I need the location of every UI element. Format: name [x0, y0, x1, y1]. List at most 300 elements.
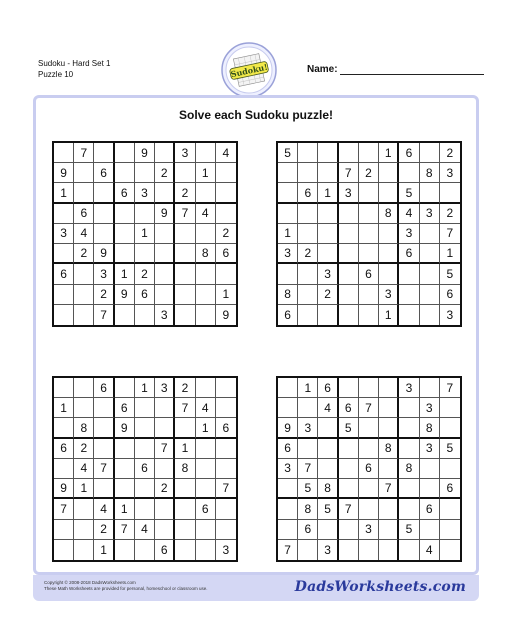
sudoku-cell[interactable] — [175, 540, 195, 560]
sudoku-cell[interactable] — [54, 520, 74, 540]
sudoku-cell: 7 — [440, 224, 460, 244]
brand-logo: DadsWorksheets.com — [294, 579, 466, 595]
sudoku-cell[interactable] — [420, 305, 440, 325]
sudoku-cell[interactable] — [135, 398, 155, 418]
sudoku-cell: 9 — [54, 163, 74, 183]
sudoku-cell[interactable] — [440, 540, 460, 560]
sudoku-cell[interactable] — [298, 204, 318, 224]
sudoku-cell: 6 — [216, 244, 236, 264]
sudoku-cell[interactable] — [399, 163, 419, 183]
sudoku-cell: 8 — [318, 479, 338, 499]
sudoku-cell[interactable] — [175, 479, 195, 499]
sudoku-cell[interactable] — [298, 163, 318, 183]
sudoku-cell: 3 — [155, 305, 175, 325]
sudoku-cell[interactable] — [135, 244, 155, 264]
sudoku-cell[interactable] — [359, 378, 379, 398]
sudoku-cell: 7 — [339, 499, 359, 519]
sudoku-cell[interactable] — [339, 285, 359, 305]
sudoku-cell[interactable] — [278, 520, 298, 540]
sudoku-cell: 6 — [54, 264, 74, 284]
sudoku-cell[interactable] — [399, 540, 419, 560]
sudoku-cell[interactable] — [339, 244, 359, 264]
sudoku-cell: 1 — [318, 183, 338, 203]
sudoku-cell[interactable] — [359, 285, 379, 305]
sudoku-cell[interactable] — [339, 479, 359, 499]
sudoku-cell[interactable] — [54, 285, 74, 305]
sudoku-cell[interactable] — [74, 183, 94, 203]
sudoku-cell[interactable] — [278, 499, 298, 519]
puzzle-label: Puzzle 10 — [38, 70, 74, 79]
sudoku-cell[interactable] — [399, 264, 419, 284]
sudoku-cell[interactable] — [54, 204, 74, 224]
sudoku-cell[interactable] — [54, 459, 74, 479]
sudoku-cell: 2 — [155, 163, 175, 183]
sudoku-cell[interactable] — [278, 479, 298, 499]
sudoku-cell: 3 — [399, 378, 419, 398]
sudoku-cell[interactable] — [339, 264, 359, 284]
sudoku-cell: 4 — [420, 540, 440, 560]
sudoku-cell: 2 — [175, 183, 195, 203]
sudoku-cell[interactable] — [54, 143, 74, 163]
sudoku-cell[interactable] — [155, 285, 175, 305]
sudoku-cell[interactable] — [399, 285, 419, 305]
sudoku-cell[interactable] — [54, 244, 74, 264]
sudoku-cell: 6 — [94, 163, 114, 183]
sudoku-cell[interactable] — [175, 244, 195, 264]
sudoku-cell[interactable] — [420, 459, 440, 479]
sudoku-grid-3 — [52, 376, 238, 562]
sudoku-cell[interactable] — [175, 305, 195, 325]
svg-text:Sudoku!: Sudoku! — [229, 61, 269, 80]
sudoku-cell: 6 — [115, 398, 135, 418]
sudoku-cell: 3 — [379, 285, 399, 305]
sudoku-cell[interactable] — [74, 378, 94, 398]
sudoku-cell[interactable] — [175, 163, 195, 183]
sudoku-cell[interactable] — [74, 305, 94, 325]
sudoku-cell: 9 — [94, 244, 114, 264]
sudoku-cell: 2 — [440, 143, 460, 163]
sudoku-cell: 6 — [54, 439, 74, 459]
sudoku-cell[interactable] — [359, 499, 379, 519]
sudoku-cell: 7 — [298, 459, 318, 479]
sudoku-cell[interactable] — [278, 264, 298, 284]
name-line[interactable] — [340, 64, 484, 75]
sudoku-cell: 3 — [222, 542, 230, 557]
sudoku-cell: 4 — [196, 204, 216, 224]
sudoku-cell: 6 — [339, 398, 359, 418]
sudoku-cell[interactable] — [318, 459, 338, 479]
sudoku-cell[interactable] — [155, 459, 175, 479]
sudoku-cell[interactable] — [339, 439, 359, 459]
sudoku-cell[interactable] — [399, 479, 419, 499]
sudoku-cell[interactable] — [155, 244, 175, 264]
sudoku-cell[interactable] — [298, 285, 318, 305]
sudoku-cell[interactable] — [175, 499, 195, 519]
sudoku-cell[interactable] — [155, 418, 175, 438]
sudoku-cell: 6 — [399, 143, 419, 163]
sudoku-cell[interactable] — [94, 439, 114, 459]
sudoku-cell: 1 — [216, 285, 236, 305]
sudoku-cell: 4 — [318, 398, 338, 418]
sudoku-cell[interactable] — [359, 204, 379, 224]
sudoku-cell[interactable] — [216, 459, 236, 479]
sudoku-cell[interactable] — [115, 204, 135, 224]
sudoku-cell[interactable] — [135, 163, 155, 183]
sudoku-cell: 3 — [54, 224, 74, 244]
sudoku-cell[interactable] — [115, 305, 135, 325]
sudoku-cell: 7 — [115, 520, 135, 540]
sudoku-cell[interactable] — [216, 204, 236, 224]
sudoku-cell[interactable] — [135, 540, 155, 560]
sudoku-grid-4 — [276, 376, 462, 562]
sudoku-cell[interactable] — [440, 183, 460, 203]
sudoku-cell: 1 — [196, 163, 216, 183]
sudoku-cell[interactable] — [216, 378, 236, 398]
sudoku-cell: 4 — [399, 204, 419, 224]
sudoku-cell: 5 — [399, 183, 419, 203]
sudoku-cell: 7 — [155, 439, 175, 459]
sudoku-cell[interactable] — [196, 378, 216, 398]
sudoku-cell[interactable] — [115, 479, 135, 499]
sudoku-cell: 8 — [379, 204, 399, 224]
sudoku-cell[interactable] — [196, 520, 216, 540]
sudoku-cell: 7 — [359, 398, 379, 418]
sudoku-cell: 6 — [94, 378, 114, 398]
sudoku-cell[interactable] — [196, 285, 216, 305]
sudoku-cell: 7 — [440, 378, 460, 398]
sudoku-cell[interactable] — [175, 285, 195, 305]
sudoku-cell[interactable] — [318, 204, 338, 224]
sudoku-cell[interactable] — [440, 520, 460, 540]
sudoku-cell[interactable] — [420, 183, 440, 203]
sudoku-cell: 6 — [318, 378, 338, 398]
sudoku-cell[interactable] — [359, 479, 379, 499]
sudoku-cell[interactable] — [155, 264, 175, 284]
sudoku-cell[interactable] — [74, 398, 94, 418]
sudoku-cell: 3 — [278, 459, 298, 479]
sudoku-cell[interactable] — [155, 224, 175, 244]
sudoku-cell: 6 — [278, 305, 298, 325]
sudoku-cell[interactable] — [196, 540, 216, 560]
sudoku-cell: 3 — [420, 398, 440, 418]
sudoku-cell[interactable] — [135, 204, 155, 224]
sudoku-cell[interactable] — [74, 285, 94, 305]
sudoku-cell[interactable] — [135, 418, 155, 438]
sudoku-cell[interactable] — [115, 143, 135, 163]
sudoku-cell: 7 — [339, 163, 359, 183]
sudoku-cell[interactable] — [54, 305, 74, 325]
sudoku-cell[interactable] — [175, 520, 195, 540]
sudoku-cell[interactable] — [359, 244, 379, 264]
sudoku-cell: 7 — [94, 459, 114, 479]
sudoku-cell: 1 — [74, 479, 94, 499]
sudoku-cell[interactable] — [420, 143, 440, 163]
sudoku-cell[interactable] — [94, 143, 114, 163]
sudoku-cell[interactable] — [399, 398, 419, 418]
sudoku-cell: 9 — [155, 204, 175, 224]
sudoku-cell[interactable] — [318, 305, 338, 325]
sudoku-cell[interactable] — [339, 204, 359, 224]
sudoku-cell: 1 — [135, 378, 155, 398]
sudoku-cell[interactable] — [175, 264, 195, 284]
sudoku-cell[interactable] — [339, 459, 359, 479]
sudoku-cell[interactable] — [359, 224, 379, 244]
sudoku-cell[interactable] — [298, 305, 318, 325]
sudoku-cell: 2 — [359, 163, 379, 183]
sudoku-cell: 7 — [278, 540, 298, 560]
sudoku-cell[interactable] — [379, 499, 399, 519]
sudoku-cell[interactable] — [94, 224, 114, 244]
sudoku-cell: 4 — [74, 459, 94, 479]
sudoku-cell: 7 — [175, 204, 195, 224]
sudoku-cell[interactable] — [298, 224, 318, 244]
sudoku-cell[interactable] — [278, 183, 298, 203]
sudoku-cell[interactable] — [298, 540, 318, 560]
sudoku-cell[interactable] — [339, 143, 359, 163]
sudoku-cell[interactable] — [359, 439, 379, 459]
sudoku-cell: 1 — [379, 143, 399, 163]
sudoku-cell: 8 — [298, 499, 318, 519]
set-title: Sudoku - Hard Set 1 — [38, 59, 111, 68]
sudoku-cell[interactable] — [216, 183, 236, 203]
sudoku-cell[interactable] — [359, 305, 379, 325]
sudoku-cell[interactable] — [216, 520, 236, 540]
sudoku-cell: 8 — [420, 418, 440, 438]
sudoku-cell: 5 — [318, 499, 338, 519]
sudoku-cell[interactable] — [74, 163, 94, 183]
sudoku-cell[interactable] — [216, 398, 236, 418]
sudoku-cell[interactable] — [440, 418, 460, 438]
sudoku-cell: 2 — [298, 244, 318, 264]
sudoku-cell[interactable] — [359, 418, 379, 438]
sudoku-cell[interactable] — [440, 499, 460, 519]
sudoku-cell: 7 — [379, 479, 399, 499]
sudoku-cell[interactable] — [94, 183, 114, 203]
sudoku-cell[interactable] — [339, 305, 359, 325]
sudoku-cell: 5 — [440, 439, 460, 459]
sudoku-cell: 8 — [379, 439, 399, 459]
instructions: Solve each Sudoku puzzle! — [178, 108, 334, 122]
name-field[interactable] — [307, 64, 484, 75]
sudoku-cell: 8 — [420, 163, 440, 183]
sudoku-cell[interactable] — [155, 499, 175, 519]
sudoku-cell[interactable] — [399, 439, 419, 459]
sudoku-cell: 3 — [446, 307, 454, 322]
sudoku-cell: 2 — [74, 244, 94, 264]
sudoku-cell: 2 — [94, 285, 114, 305]
sudoku-cell: 3 — [135, 183, 155, 203]
sudoku-cell: 6 — [420, 499, 440, 519]
sudoku-cell: 1 — [54, 183, 74, 203]
sudoku-cell[interactable] — [54, 418, 74, 438]
sudoku-cell[interactable] — [379, 264, 399, 284]
sudoku-cell: 2 — [440, 204, 460, 224]
sudoku-cell[interactable] — [175, 418, 195, 438]
sudoku-cell[interactable] — [115, 378, 135, 398]
sudoku-cell: 5 — [339, 418, 359, 438]
sudoku-cell[interactable] — [278, 204, 298, 224]
sudoku-cell: 3 — [420, 204, 440, 224]
sudoku-cell[interactable] — [420, 479, 440, 499]
sudoku-cell: 1 — [298, 378, 318, 398]
sudoku-cell[interactable] — [298, 143, 318, 163]
sudoku-cell: 7 — [216, 479, 236, 499]
sudoku-cell: 6 — [74, 204, 94, 224]
sudoku-cell[interactable] — [339, 224, 359, 244]
sudoku-cell[interactable] — [196, 479, 216, 499]
sudoku-cell: 6 — [298, 183, 318, 203]
sudoku-cell: 6 — [399, 244, 419, 264]
sudoku-cell[interactable] — [196, 305, 216, 325]
sudoku-cell[interactable] — [399, 418, 419, 438]
sudoku-cell[interactable] — [339, 378, 359, 398]
sudoku-cell[interactable] — [298, 264, 318, 284]
sudoku-cell: 3 — [318, 264, 338, 284]
sudoku-cell[interactable] — [318, 163, 338, 183]
sudoku-cell: 1 — [379, 305, 399, 325]
sudoku-cell: 4 — [135, 520, 155, 540]
sudoku-cell[interactable] — [155, 520, 175, 540]
sudoku-cell[interactable] — [196, 224, 216, 244]
sudoku-cell[interactable] — [399, 305, 419, 325]
sudoku-cell[interactable] — [420, 520, 440, 540]
sudoku-cell: 1 — [175, 439, 195, 459]
sudoku-cell[interactable] — [420, 244, 440, 264]
sudoku-cell[interactable] — [216, 264, 236, 284]
sudoku-cell[interactable] — [420, 264, 440, 284]
sudoku-logo — [221, 42, 277, 98]
sudoku-cell: 6 — [440, 479, 460, 499]
sudoku-cell[interactable] — [379, 520, 399, 540]
sudoku-cell[interactable] — [94, 398, 114, 418]
sudoku-cell[interactable] — [115, 540, 135, 560]
sudoku-cell[interactable] — [115, 439, 135, 459]
sudoku-cell[interactable] — [339, 520, 359, 540]
sudoku-cell[interactable] — [74, 520, 94, 540]
sudoku-cell: 7 — [74, 143, 94, 163]
sudoku-cell: 6 — [298, 520, 318, 540]
sudoku-cell[interactable] — [318, 520, 338, 540]
sudoku-cell[interactable] — [420, 378, 440, 398]
sudoku-cell: 3 — [298, 418, 318, 438]
sudoku-cell[interactable] — [318, 418, 338, 438]
sudoku-cell: 6 — [359, 459, 379, 479]
sudoku-cell[interactable] — [379, 378, 399, 398]
sudoku-cell: 4 — [196, 398, 216, 418]
sudoku-cell[interactable] — [339, 540, 359, 560]
sudoku-cell[interactable] — [440, 398, 460, 418]
sudoku-cell[interactable] — [379, 224, 399, 244]
sudoku-cell[interactable] — [359, 183, 379, 203]
sudoku-cell[interactable] — [298, 398, 318, 418]
sudoku-cell[interactable] — [54, 378, 74, 398]
sudoku-cell[interactable] — [216, 439, 236, 459]
sudoku-cell[interactable] — [94, 479, 114, 499]
sudoku-cell[interactable] — [175, 224, 195, 244]
sudoku-cell: 6 — [115, 183, 135, 203]
sudoku-cell[interactable] — [379, 163, 399, 183]
sudoku-cell: 1 — [115, 499, 135, 519]
sudoku-cell: 9 — [222, 307, 230, 322]
sudoku-cell: 6 — [135, 459, 155, 479]
sudoku-cell[interactable] — [74, 264, 94, 284]
sudoku-cell: 8 — [74, 418, 94, 438]
sudoku-cell[interactable] — [155, 143, 175, 163]
sudoku-cell[interactable] — [278, 378, 298, 398]
sudoku-cell[interactable] — [379, 459, 399, 479]
sudoku-cell[interactable] — [379, 183, 399, 203]
sudoku-cell[interactable] — [74, 499, 94, 519]
sudoku-cell[interactable] — [54, 540, 74, 560]
sudoku-cell[interactable] — [135, 479, 155, 499]
sudoku-cell[interactable] — [420, 285, 440, 305]
sudoku-cell[interactable] — [115, 224, 135, 244]
sudoku-cell[interactable] — [94, 418, 114, 438]
sudoku-cell[interactable] — [196, 439, 216, 459]
sudoku-cell[interactable] — [216, 163, 236, 183]
sudoku-cell: 1 — [196, 418, 216, 438]
sudoku-cell: 8 — [175, 459, 195, 479]
sudoku-cell[interactable] — [115, 163, 135, 183]
sudoku-cell: 2 — [175, 378, 195, 398]
sudoku-cell[interactable] — [135, 305, 155, 325]
sudoku-cell: 5 — [298, 479, 318, 499]
sudoku-cell[interactable] — [196, 143, 216, 163]
sudoku-cell[interactable] — [420, 224, 440, 244]
sudoku-cell[interactable] — [399, 499, 419, 519]
sudoku-cell[interactable] — [318, 439, 338, 459]
sudoku-cell: 5 — [278, 143, 298, 163]
sudoku-cell[interactable] — [318, 244, 338, 264]
sudoku-cell: 6 — [216, 418, 236, 438]
sudoku-cell[interactable] — [196, 459, 216, 479]
sudoku-cell[interactable] — [379, 540, 399, 560]
sudoku-cell[interactable] — [74, 540, 94, 560]
sudoku-cell[interactable] — [135, 439, 155, 459]
sudoku-cell: 9 — [115, 285, 135, 305]
sudoku-cell[interactable] — [278, 398, 298, 418]
sudoku-cell[interactable] — [318, 143, 338, 163]
sudoku-cell[interactable] — [155, 183, 175, 203]
sudoku-cell[interactable] — [135, 499, 155, 519]
sudoku-cell[interactable] — [94, 204, 114, 224]
sudoku-cell[interactable] — [440, 459, 460, 479]
sudoku-cell: 5 — [399, 520, 419, 540]
sudoku-cell: 3 — [278, 244, 298, 264]
sudoku-cell[interactable] — [196, 183, 216, 203]
sudoku-cell: 1 — [135, 224, 155, 244]
sudoku-cell: 1 — [94, 540, 114, 560]
sudoku-cell[interactable] — [379, 398, 399, 418]
sudoku-cell: 7 — [54, 499, 74, 519]
sudoku-cell[interactable] — [379, 418, 399, 438]
sudoku-cell[interactable] — [359, 540, 379, 560]
sudoku-cell[interactable] — [115, 244, 135, 264]
sudoku-cell[interactable] — [155, 398, 175, 418]
sudoku-cell[interactable] — [298, 439, 318, 459]
sudoku-cell[interactable] — [318, 224, 338, 244]
sudoku-cell[interactable] — [379, 244, 399, 264]
sudoku-cell[interactable] — [115, 459, 135, 479]
sudoku-cell[interactable] — [216, 499, 236, 519]
sudoku-cell[interactable] — [196, 264, 216, 284]
sudoku-cell: 3 — [440, 163, 460, 183]
sudoku-cell: 6 — [155, 540, 175, 560]
sudoku-cell[interactable] — [359, 143, 379, 163]
sudoku-cell[interactable] — [278, 163, 298, 183]
sudoku-cell: 3 — [359, 520, 379, 540]
sudoku-cell: 6 — [196, 499, 216, 519]
